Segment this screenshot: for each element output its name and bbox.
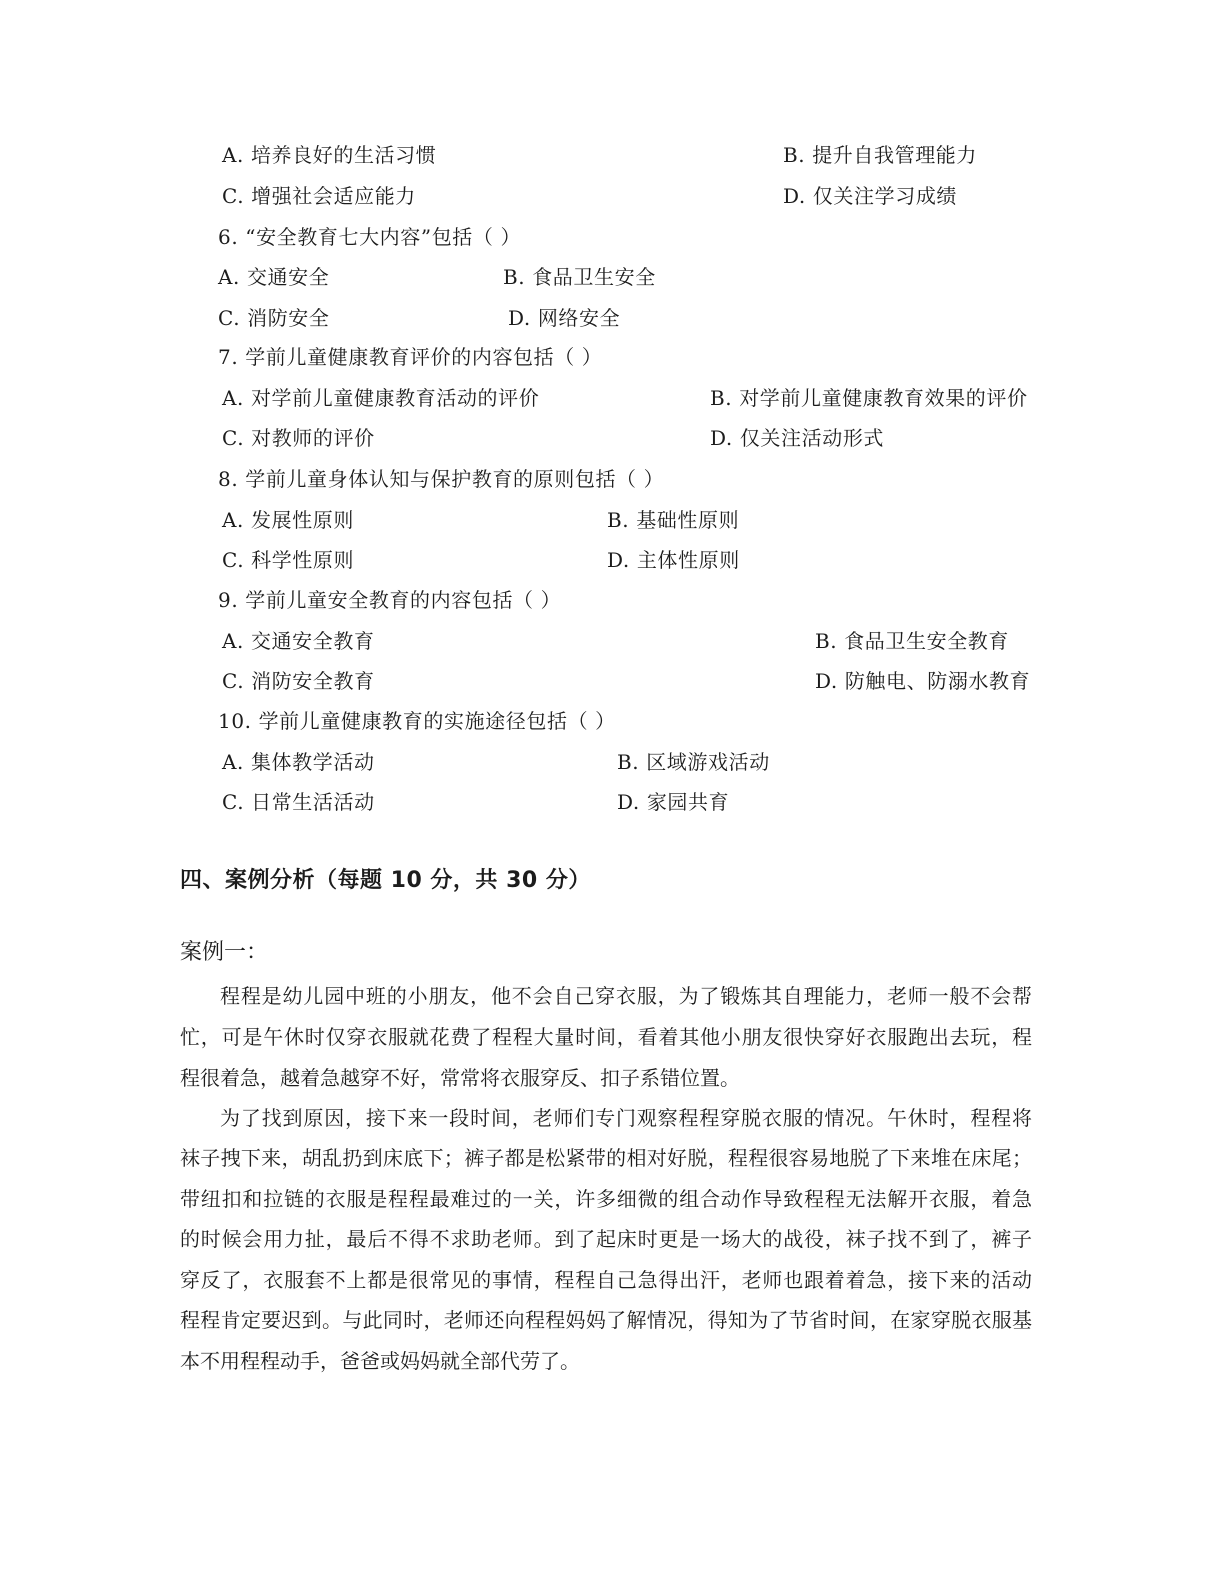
question-7-option-c: C. 对教师的评价 bbox=[222, 426, 375, 450]
paragraph-line: 袜子拽下来，胡乱扔到床底下；裤子都是松紧带的相对好脱，程程很容易地脱了下来堆在床尾； bbox=[180, 1146, 1032, 1170]
paragraph-line: 的时候会用力扯，最后不得不求助老师。到了起床时更是一场大的战役，袜子找不到了，裤子 bbox=[180, 1227, 1032, 1251]
paragraph-line: 带纽扣和拉链的衣服是程程最难过的一关，许多细微的组合动作导致程程无法解开衣服，着急 bbox=[180, 1187, 1032, 1211]
section-title: 四、案例分析（每题 10 分，共 30 分） bbox=[180, 868, 591, 893]
question-8-option-a: A. 发展性原则 bbox=[222, 508, 354, 532]
question-8-option-b: B. 基础性原则 bbox=[607, 508, 740, 532]
continued-question-option-a: A. 培养良好的生活习惯 bbox=[222, 143, 437, 167]
question-10-option-c: C. 日常生活活动 bbox=[222, 790, 375, 814]
question-6-option-c: C. 消防安全 bbox=[218, 306, 330, 330]
question-7-option-d: D. 仅关注活动形式 bbox=[710, 426, 885, 450]
question-8-option-d: D. 主体性原则 bbox=[607, 548, 740, 572]
question-7-stem: 7. 学前儿童健康教育评价的内容包括（ ） bbox=[218, 345, 603, 369]
continued-question-option-d: D. 仅关注学习成绩 bbox=[783, 184, 958, 208]
question-7-option-a: A. 对学前儿童健康教育活动的评价 bbox=[222, 386, 540, 410]
question-6-option-a: A. 交通安全 bbox=[218, 265, 330, 289]
question-6-option-b: B. 食品卫生安全 bbox=[503, 265, 656, 289]
paragraph-line: 本不用程程动手，爸爸或妈妈就全部代劳了。 bbox=[180, 1349, 580, 1373]
question-10-option-d: D. 家园共育 bbox=[617, 790, 730, 814]
question-8-option-c: C. 科学性原则 bbox=[222, 548, 355, 572]
question-9-option-b: B. 食品卫生安全教育 bbox=[815, 629, 1010, 653]
continued-question-option-c: C. 增强社会适应能力 bbox=[222, 184, 416, 208]
question-9-option-a: A. 交通安全教育 bbox=[222, 629, 375, 653]
question-9-option-c: C. 消防安全教育 bbox=[222, 669, 375, 693]
question-9-option-d: D. 防触电、防溺水教育 bbox=[815, 669, 1031, 693]
continued-question-option-b: B. 提升自我管理能力 bbox=[783, 143, 978, 167]
paragraph-line: 程程肯定要迟到。与此同时，老师还向程程妈妈了解情况，得知为了节省时间，在家穿脱衣服基 bbox=[180, 1308, 1032, 1332]
case-title: 案例一： bbox=[180, 940, 269, 965]
question-10-stem: 10. 学前儿童健康教育的实施途径包括（ ） bbox=[218, 709, 616, 733]
question-8-stem: 8. 学前儿童身体认知与保护教育的原则包括（ ） bbox=[218, 467, 665, 491]
paragraph-line: 程很着急，越着急越穿不好，常常将衣服穿反、扣子系错位置。 bbox=[180, 1066, 740, 1090]
question-7-option-b: B. 对学前儿童健康教育效果的评价 bbox=[710, 386, 1028, 410]
question-10-option-b: B. 区域游戏活动 bbox=[617, 750, 770, 774]
paragraph-line: 忙，可是午休时仅穿衣服就花费了程程大量时间，看着其他小朋友很快穿好衣服跑出去玩，程 bbox=[180, 1025, 1032, 1049]
question-10-option-a: A. 集体教学活动 bbox=[222, 750, 375, 774]
question-6-option-d: D. 网络安全 bbox=[508, 306, 621, 330]
question-9-stem: 9. 学前儿童安全教育的内容包括（ ） bbox=[218, 588, 562, 612]
paragraph-line: 为了找到原因，接下来一段时间，老师们专门观察程程穿脱衣服的情况。午休时，程程将 bbox=[220, 1106, 1032, 1130]
paragraph-line: 程程是幼儿园中班的小朋友，他不会自己穿衣服，为了锻炼其自理能力，老师一般不会帮 bbox=[220, 984, 1032, 1008]
question-6-stem: 6. “安全教育七大内容”包括（ ） bbox=[218, 225, 522, 249]
paragraph-line: 穿反了，衣服套不上都是很常见的事情，程程自己急得出汗，老师也跟着着急，接下来的活动 bbox=[180, 1268, 1032, 1292]
